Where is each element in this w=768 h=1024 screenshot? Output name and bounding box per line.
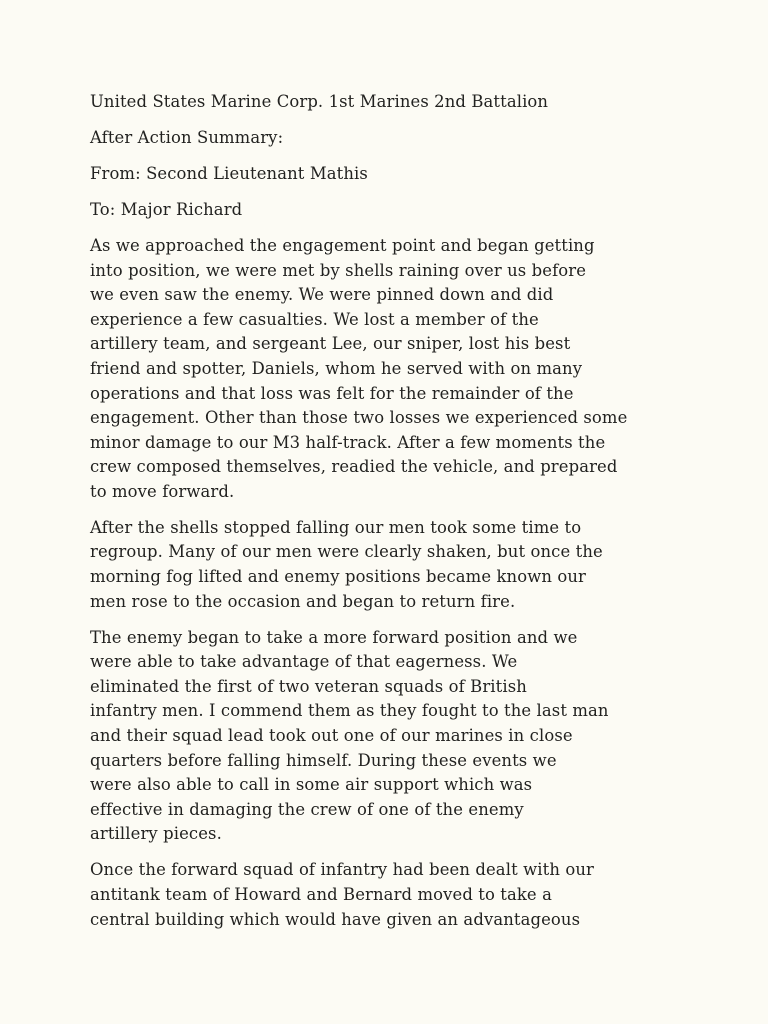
paragraph-line: were able to take advantage of that eagerness. We bbox=[90, 652, 518, 672]
paragraph-line: experience a few casualties. We lost a member of the bbox=[90, 309, 539, 329]
paragraph-line: and their squad lead took out one of our marines in close bbox=[90, 726, 573, 745]
paragraph-line: were also able to call in some air support which was bbox=[90, 775, 533, 795]
to-line: To: Major Richard bbox=[90, 199, 243, 219]
paragraph-line: into position, we were met by shells raining over us before bbox=[90, 260, 587, 280]
paragraph-line: eliminated the first of two veteran squads of British bbox=[90, 676, 527, 696]
paragraph-line: we even saw the enemy. We were pinned down and did bbox=[90, 285, 554, 305]
body-paragraph bbox=[90, 858, 690, 932]
from-line: From: Second Lieutenant Mathis bbox=[90, 163, 368, 183]
body-paragraph bbox=[90, 516, 690, 614]
paragraph-line: morning fog lifted and enemy positions became known our bbox=[90, 567, 586, 587]
paragraph-line: The enemy began to take a more forward position and we bbox=[90, 627, 578, 647]
paragraph-line: quarters before falling himself. During these events we bbox=[90, 750, 557, 770]
document-page bbox=[90, 90, 690, 944]
paragraph-line: antitank team of Howard and Bernard moved to take a bbox=[90, 884, 552, 904]
paragraph-line: artillery pieces. bbox=[90, 824, 222, 844]
paragraph-line: Once the forward squad of infantry had been dealt with our bbox=[90, 860, 594, 880]
paragraph-line: As we approached the engagement point and began getting bbox=[90, 235, 595, 255]
unit-heading: United States Marine Corp. 1st Marines 2nd Battalion bbox=[90, 92, 549, 111]
paragraph-line: men rose to the occasion and began to return fire. bbox=[90, 591, 516, 611]
paragraph-line: artillery team, and sergeant Lee, our sniper, lost his best bbox=[90, 334, 571, 354]
paragraph-line: engagement. Other than those two losses we experienced some bbox=[90, 408, 628, 428]
paragraph-line: After the shells stopped falling our men took some time to bbox=[90, 517, 582, 537]
paragraph-line: to move forward. bbox=[90, 481, 235, 501]
paragraph-line: minor damage to our M3 half-track. After a few moments the bbox=[90, 432, 606, 452]
body-paragraph bbox=[90, 234, 690, 505]
report-type-heading: After Action Summary: bbox=[90, 127, 284, 147]
paragraph-line: effective in damaging the crew of one of the enemy bbox=[90, 799, 524, 819]
paragraph-line: regroup. Many of our men were clearly shaken, but once the bbox=[90, 542, 603, 562]
paragraph-line: operations and that loss was felt for the remainder of the bbox=[90, 383, 574, 403]
body-paragraph bbox=[90, 626, 690, 847]
paragraph-line: infantry men. I commend them as they fought to the last man bbox=[90, 701, 609, 721]
report-body bbox=[90, 234, 690, 932]
paragraph-line: friend and spotter, Daniels, whom he served with on many bbox=[90, 358, 583, 378]
paragraph-line: central building which would have given an advantageous bbox=[90, 909, 581, 929]
paragraph-line: crew composed themselves, readied the vehicle, and prepared bbox=[90, 457, 618, 477]
